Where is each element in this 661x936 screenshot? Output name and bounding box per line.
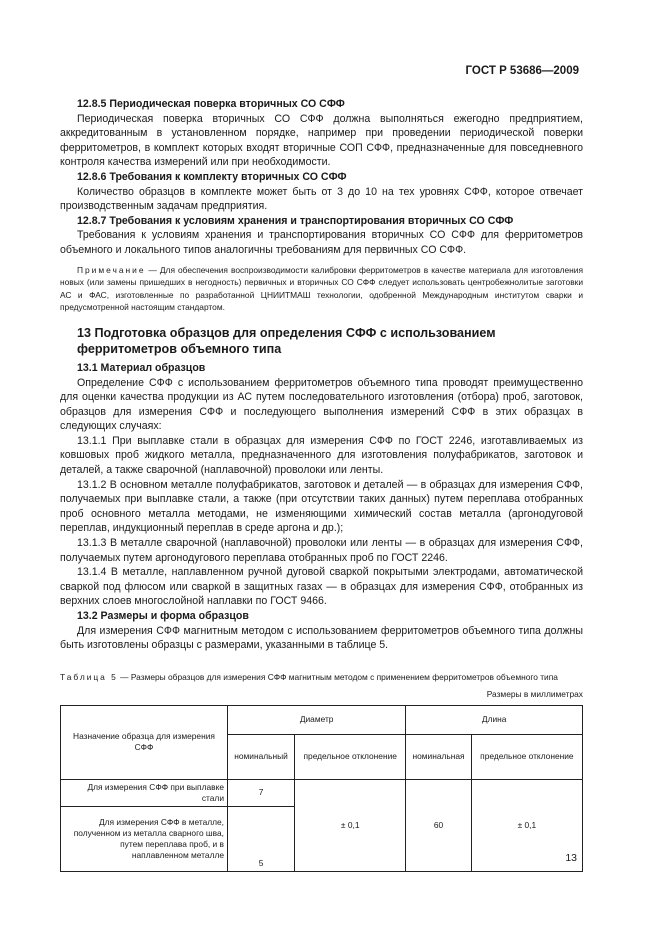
row-2-purpose: Для измерения СФФ в металле, полученном из металла сварного шва, путем переплава проб, и в наплавленном металле bbox=[61, 806, 228, 871]
note-label: Примечание bbox=[77, 264, 146, 275]
paragraph: Требования к условиям хранения и транспортирования вторичных СО СФФ для ферритометров объемного и локального типов аналогичны требованиям для первичных СО СФФ. bbox=[60, 229, 583, 256]
paragraph-13-1-4: 13.1.4 В металле, наплавленном ручной дуговой сваркой покрытыми электродами, автоматической сваркой под флюсом или сваркой в защитных газах — в образцах для измерения СФФ, отобранных из верхних слоев многослойной наплавки по ГОСТ 9466. bbox=[60, 566, 583, 608]
col-header-length-deviation: предельное отклонение bbox=[471, 734, 582, 779]
col-header-diameter: Диаметр bbox=[228, 705, 406, 734]
length-deviation: ± 0,1 bbox=[471, 779, 582, 871]
paragraph: Количество образцов в комплекте может быть от 3 до 10 на тех уровнях СФФ, которое отвечает производственным задачам предприятия. bbox=[60, 185, 583, 213]
paragraph-13-1-3: 13.1.3 В металле сварочной (наплавочной) проволоки или ленты — в образцах для измерения СФФ, получаемых путем аргонодугового переплава отобранных проб по ГОСТ 2246. bbox=[60, 537, 583, 564]
subsection-12-8-6-title: 12.8.6 Требования к комплекту вторичных СО СФФ bbox=[77, 170, 347, 183]
col-header-purpose: Назначение образца для измерения СФФ bbox=[61, 705, 228, 779]
table-caption-text: — Размеры образцов для измерения СФФ магнитным методом с применением ферритометров объемного типа bbox=[117, 671, 558, 682]
paragraph: Для измерения СФФ магнитным методом с использованием ферритометров объемного типа должны быть изготовлены образцы с размерами, указанными в таблице 5. bbox=[60, 624, 583, 652]
col-header-length: Длина bbox=[406, 705, 583, 734]
table-5 bbox=[60, 705, 583, 872]
paragraph-13-1-2: 13.1.2 В основном металле полуфабрикатов, заготовок и деталей — в образцах для измерения СФФ, получаемых при выплавке стали, а также (при отсутствии таких данных) путем переплава отобранных проб основного металла методами, не изменяющими химический состав металла (аргонодуговой переплав, индукционный переплав в среде аргона и др.); bbox=[60, 478, 583, 535]
page-number: 13 bbox=[565, 852, 577, 864]
diameter-deviation: ± 0,1 bbox=[295, 779, 406, 871]
table-caption bbox=[60, 671, 583, 684]
subsection-13-2-title: 13.2 Размеры и форма образцов bbox=[77, 610, 249, 622]
paragraph-13-1-1: 13.1.1 При выплавке стали в образцах для измерения СФФ по ГОСТ 2246, изготавливаемых из ковшовых проб жидкого металла, предназначенного для изготовления полуфабрикатов, заготовок и деталей, а также сварочной (наплавочной) проволоки или ленты. bbox=[60, 434, 583, 477]
note bbox=[60, 264, 583, 314]
col-header-diameter-deviation: предельное отклонение bbox=[295, 734, 406, 779]
page-content bbox=[60, 97, 583, 872]
table-caption-label: Таблица 5 bbox=[60, 671, 118, 682]
document-code: ГОСТ Р 53686—2009 bbox=[465, 65, 579, 77]
col-header-diameter-nominal: номинальный bbox=[228, 734, 295, 779]
col-header-length-nominal: номинальная bbox=[406, 734, 471, 779]
subsection-12-8-7-title: 12.8.7 Требования к условиям хранения и транспортирования вторичных СО СФФ bbox=[77, 214, 514, 227]
row-2-diameter: 5 bbox=[228, 806, 295, 871]
row-1-purpose: Для измерения СФФ при выплавке стали bbox=[61, 779, 228, 806]
table-units: Размеры в миллиметрах bbox=[486, 689, 583, 700]
row-1-diameter: 7 bbox=[228, 779, 295, 806]
note-text: — Для обеспечения воспроизводимости калибровки ферритометров в качестве материала для изготовления новых (или замены пришедших в негодность) первичных и вторичных СО СФФ следует использовать центробежнолитые заготовки АС и ФАС, изготовленные по разработанной ЦНИИТМАШ технологии, одобренной Международным институтом сварки и предусмотренной настоящим стандартом. bbox=[60, 264, 583, 313]
subsection-12-8-5-title: 12.8.5 Периодическая поверка вторичных СО СФФ bbox=[77, 98, 345, 110]
subsection-13-1-title: 13.1 Материал образцов bbox=[77, 361, 206, 374]
length-nominal: 60 bbox=[406, 779, 471, 871]
section-13-heading: 13 Подготовка образцов для определения СФФ с использованием ферритометров объемного типа bbox=[77, 325, 496, 356]
paragraph: Периодическая поверка вторичных СО СФФ должна выполняться ежегодно предприятием, аккредитованным в установленном порядке, например при проведении периодической поверки ферритометров, в комплект которых входят вторичные СОП СФФ, предназначенные для повседневного контроля качества измерений или при необходимости. bbox=[60, 112, 583, 169]
paragraph: Определение СФФ с использованием ферритометров объемного типа проводят преимущественно для оценки качества продукции из АС путем последовательного изготовления (отбора) проб, заготовок, образцов для измерения СФФ и последующего выполнения измерений СФФ в этих образцах в следующих случаях: bbox=[60, 376, 583, 433]
